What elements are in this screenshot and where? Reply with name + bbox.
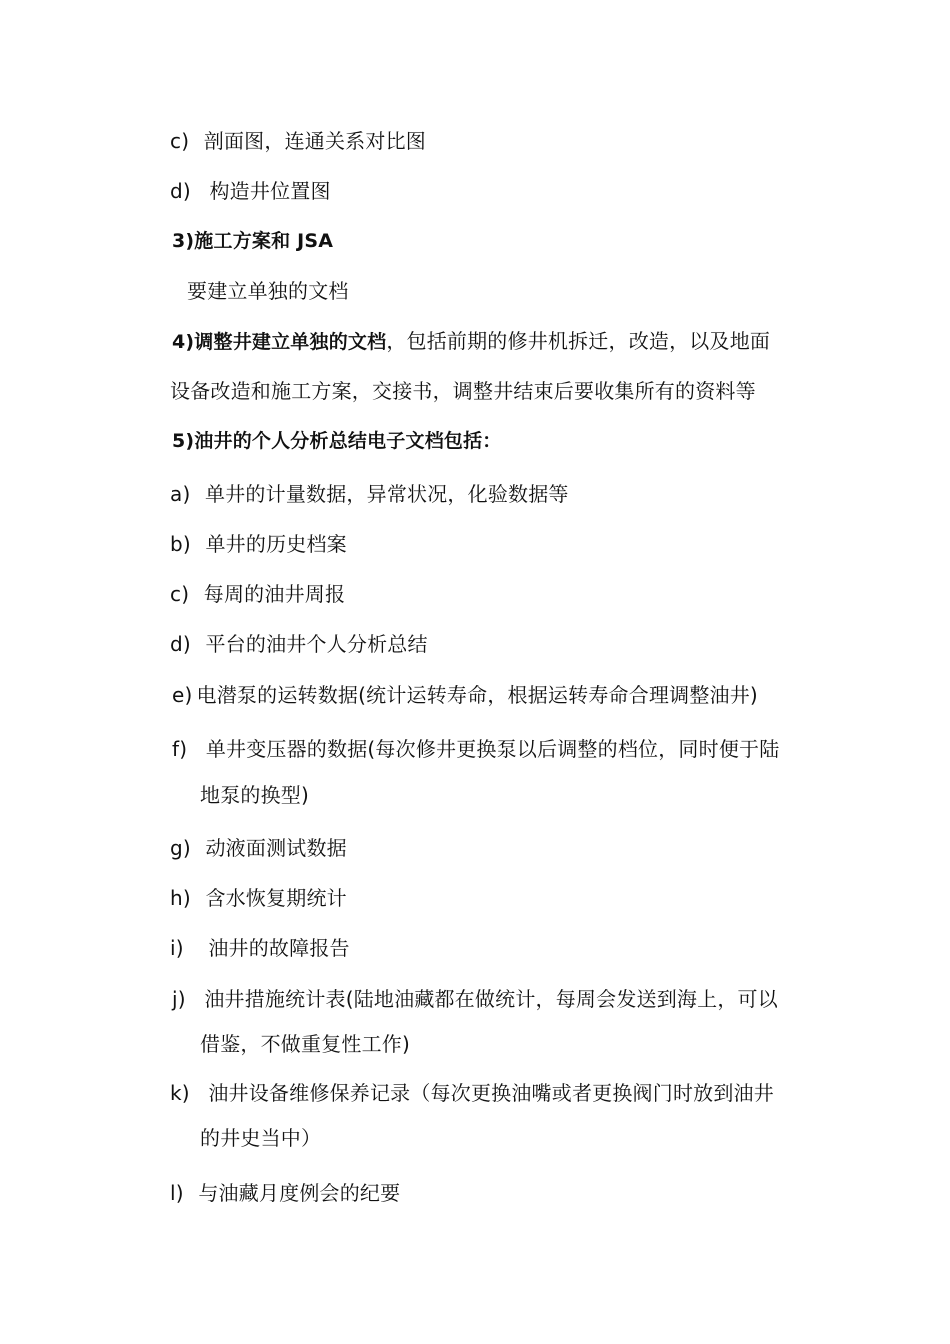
list-item-c-weekly-report (170, 582, 345, 606)
list-marker: l) (170, 1181, 184, 1205)
list-item-d-platform-analysis (170, 632, 428, 656)
list-item-g-fluid-level (170, 836, 347, 860)
list-item-f-continuation: 地泵的换型) (200, 783, 310, 807)
list-item-text: 油井设备维修保养记录（每次更换油嘴或者更换阀门时放到油井 (208, 1081, 774, 1105)
list-item-e-esp-data (172, 683, 758, 707)
section-heading-5: 5)油井的个人分析总结电子文档包括： (172, 430, 502, 452)
list-item-text: 平台的油井个人分析总结 (205, 632, 428, 656)
list-item-l-monthly-meeting (170, 1181, 400, 1205)
list-item-c-section-drawings (170, 129, 426, 153)
list-marker: k) (170, 1081, 190, 1105)
paragraph-text: ，包括前期的修井机拆迁，改造，以及地面 (386, 329, 771, 353)
list-item-j-measure-statistics (172, 987, 778, 1011)
list-item-text: 单井的计量数据，异常状况，化验数据等 (205, 482, 569, 506)
list-item-text: 动液面测试数据 (205, 836, 347, 860)
list-marker: a) (170, 482, 191, 506)
paragraph-continuation: 设备改造和施工方案，交接书，调整井结束后要收集所有的资料等 (170, 379, 756, 403)
list-item-text: 构造井位置图 (209, 179, 331, 203)
list-item-text: 电潜泵的运转数据(统计运转寿命，根据运转寿命合理调整油井) (196, 683, 758, 707)
list-item-text: 油井的故障报告 (208, 936, 350, 960)
section-heading-3: 3)施工方案和 JSA (172, 230, 334, 252)
list-item-text: 油井措施统计表(陆地油藏都在做统计，每周会发送到海上，可以 (204, 987, 778, 1011)
list-item-text: 单井变压器的数据(每次修井更换泵以后调整的档位，同时便于陆 (205, 737, 780, 761)
list-marker: i) (170, 936, 184, 960)
section-heading-4-paragraph (172, 329, 770, 354)
list-marker: j) (172, 987, 186, 1011)
list-marker: d) (170, 179, 191, 203)
list-item-text: 含水恢复期统计 (205, 886, 347, 910)
list-marker: b) (170, 532, 191, 556)
list-marker: c) (170, 129, 190, 153)
list-item-k-maintenance-record (170, 1081, 774, 1105)
list-item-i-failure-report (170, 936, 350, 960)
list-item-d-structure-map (170, 179, 331, 203)
paragraph-separate-document: 要建立单独的文档 (187, 279, 349, 303)
list-item-h-water-recovery (170, 886, 347, 910)
list-item-b-history-archive (170, 532, 347, 556)
list-item-k-continuation: 的井史当中） (200, 1126, 322, 1150)
list-marker: c) (170, 582, 190, 606)
list-marker: f) (172, 737, 188, 761)
list-item-text: 单井的历史档案 (205, 532, 347, 556)
list-item-a-metering-data (170, 482, 569, 506)
list-item-text: 每周的油井周报 (203, 582, 346, 606)
list-marker: h) (170, 886, 191, 910)
list-marker: e) (172, 683, 193, 707)
list-item-text: 剖面图，连通关系对比图 (203, 129, 426, 153)
list-item-f-transformer-data (172, 737, 779, 761)
list-item-text: 与油藏月度例会的纪要 (198, 1181, 401, 1205)
list-marker: g) (170, 836, 191, 860)
list-marker: d) (170, 632, 191, 656)
section-heading-4: 4)调整井建立单独的文档 (172, 331, 387, 353)
list-item-j-continuation: 借鉴，不做重复性工作) (200, 1032, 411, 1056)
